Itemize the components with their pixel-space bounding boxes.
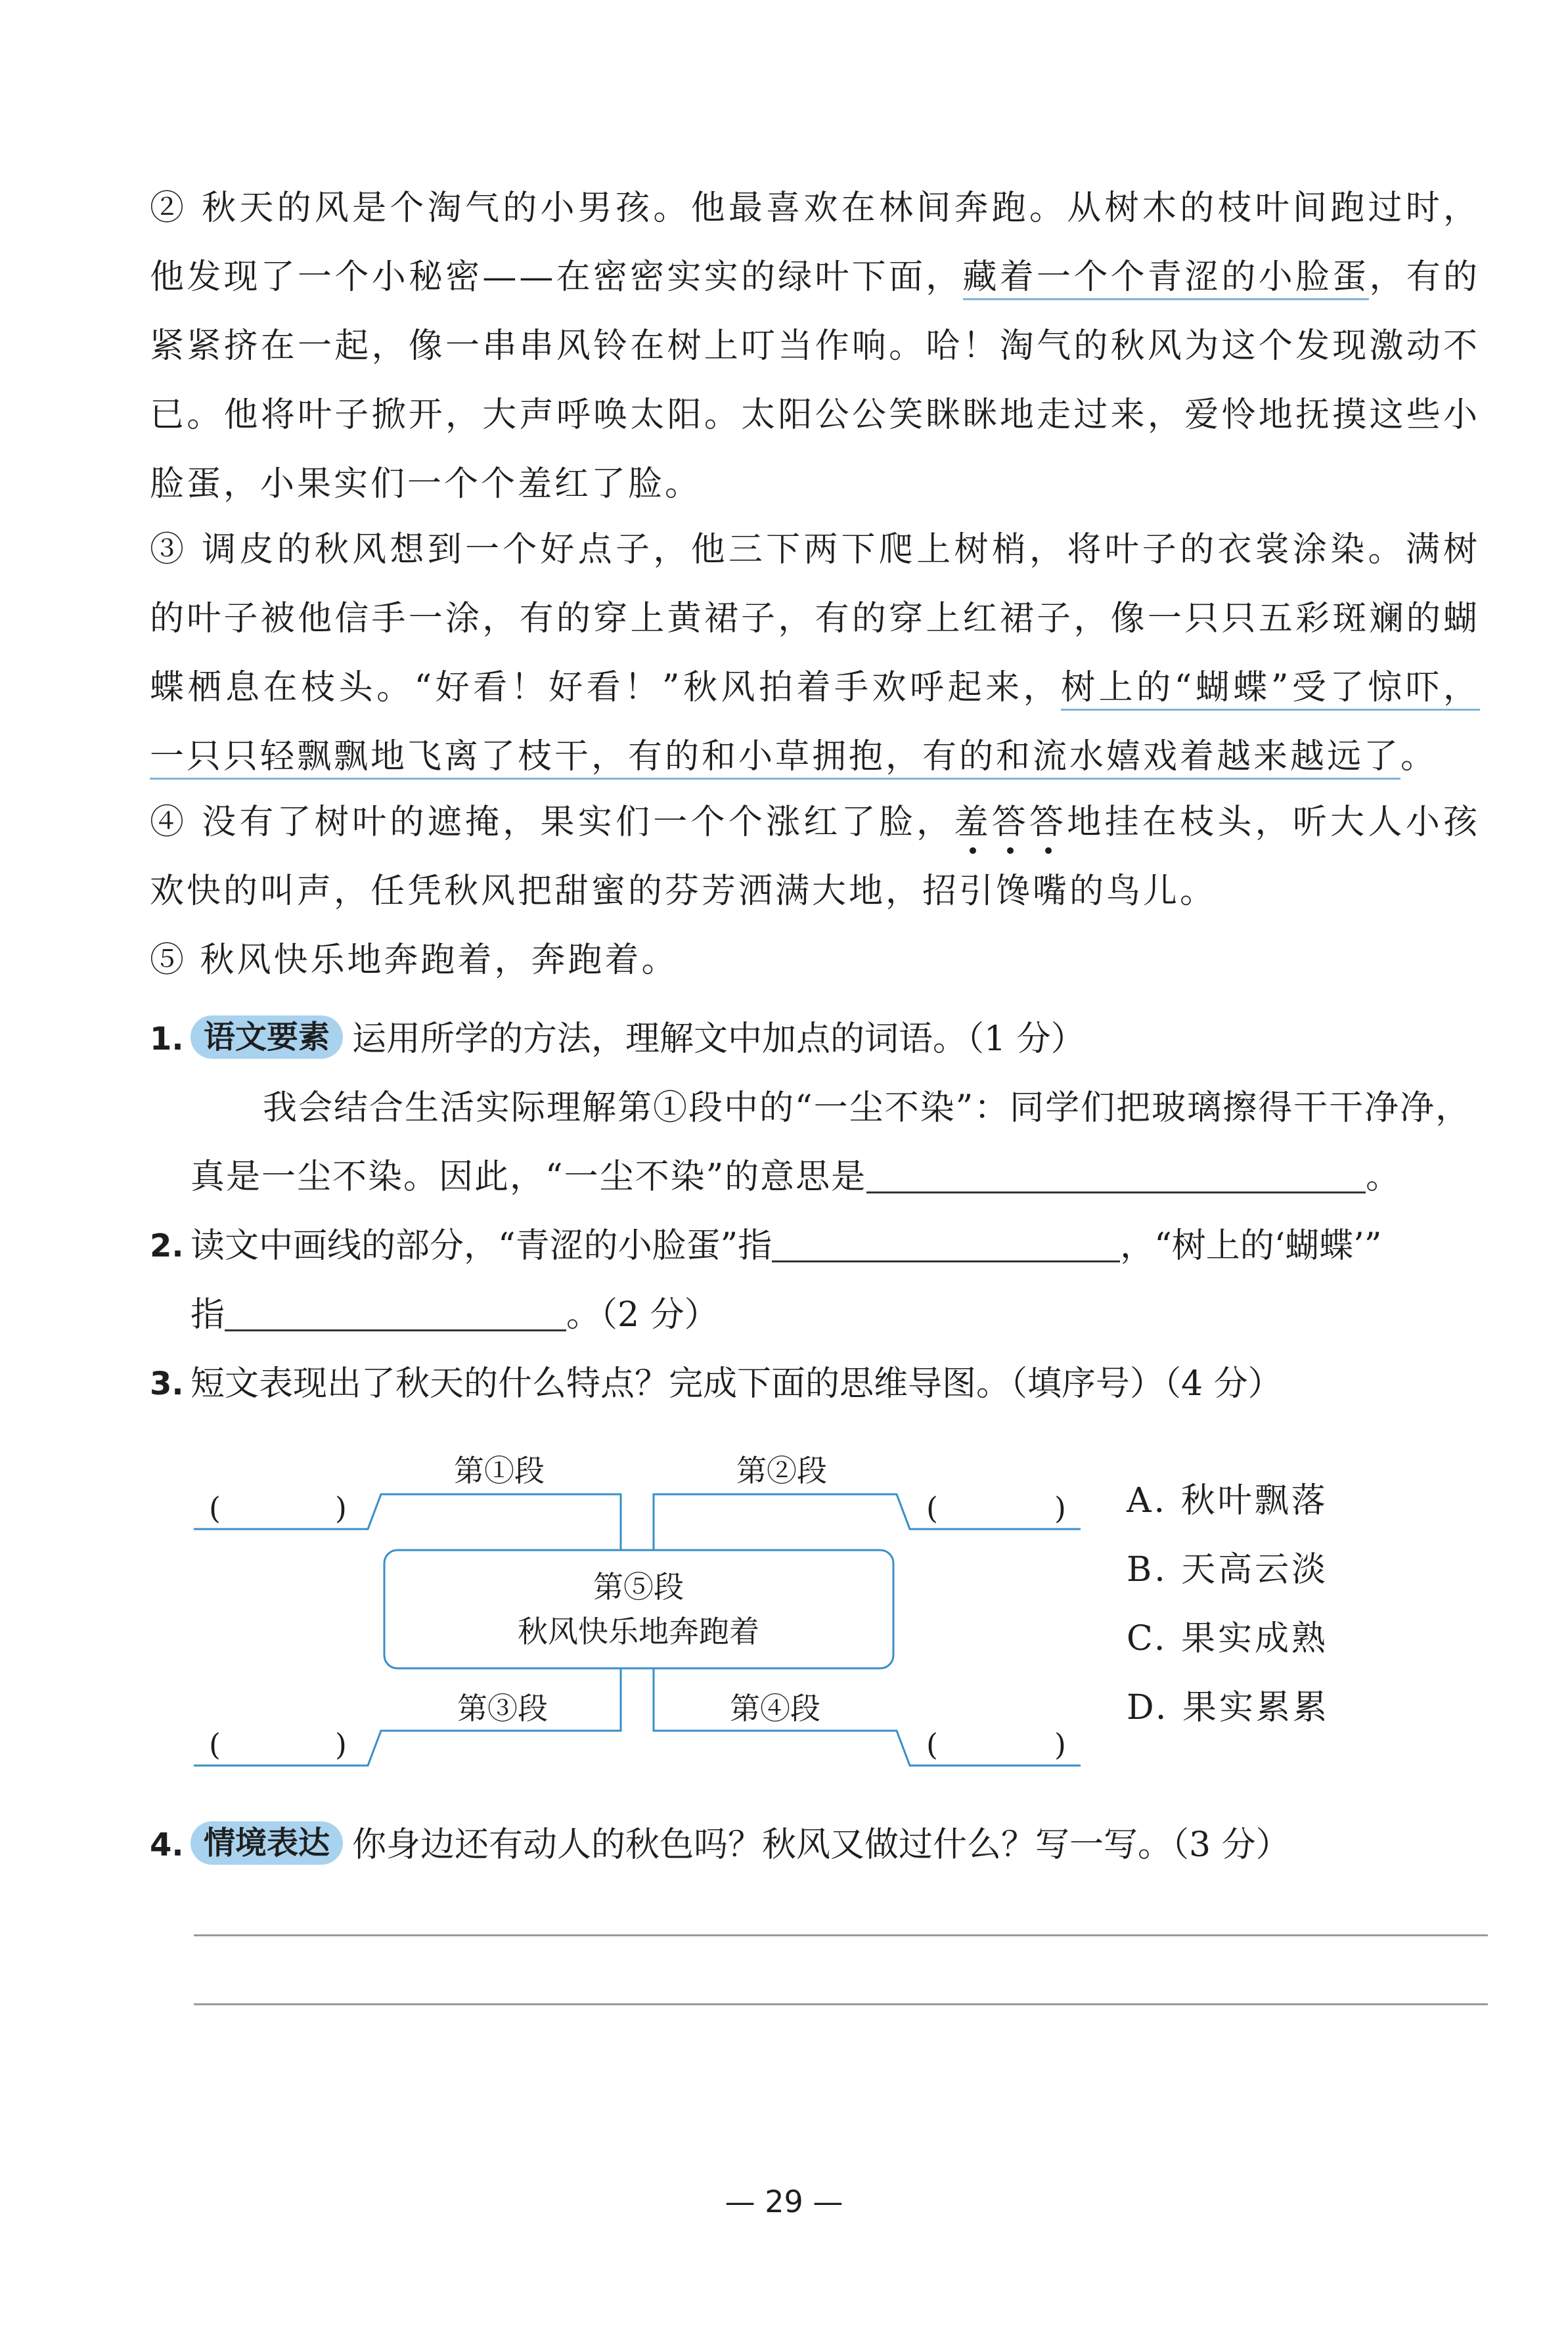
q2-text-d: 。（2 分） bbox=[566, 1295, 719, 1335]
q2-text-a: 读文中画线的部分，“青涩的小脸蛋”指 bbox=[190, 1226, 773, 1266]
q1-prompt: 我会结合生活实际理解第①段中的“一尘不染”：同学们把玻璃擦得干干净净，真是一尘不染。因此，“一尘不染”的意思是 bbox=[190, 1088, 1471, 1197]
p5-text: ⑤ 秋风快乐地奔跑着，奔跑着。 bbox=[150, 941, 679, 980]
center-box bbox=[384, 1550, 893, 1668]
branch-label-bottom-right: 第④段 bbox=[730, 1691, 820, 1726]
paren-open-br: ( bbox=[926, 1727, 938, 1762]
dotted-char-1: 羞 bbox=[954, 803, 992, 842]
p3-text-a: ③ 调皮的秋风想到一个好点子，他三下两下爬上树梢，将叶子的衣裳涂染。满树的叶子被他信手一涂，有的穿上黄裙子，有的穿上红裙子，像一只只五彩斑斓的蝴蝶栖息在枝头。“好看！好看！”秋风拍着手欢呼起来， bbox=[150, 530, 1480, 707]
p2-text-c: ，有的紧紧挤在一起，像一串串风铃在树上叮当作响。哈！淘气的秋风为这个发现激动不已。他将叶子掀开，大声呼唤太阳。太阳公公笑眯眯地走过来，爱怜地抚摸这些小脸蛋，小果实们一个个羞红了脸。 bbox=[150, 257, 1480, 504]
q1-text: 运用所学的方法，理解文中加点的词语。（1 分） bbox=[352, 1019, 1085, 1059]
branch-label-bottom-left: 第③段 bbox=[457, 1691, 548, 1726]
writing-line-1[interactable] bbox=[194, 1934, 1488, 1936]
p2-underlined-phrase: 藏着一个个青涩的小脸蛋 bbox=[963, 257, 1370, 300]
q1-end: 。 bbox=[1366, 1157, 1402, 1197]
q1-number: 1. bbox=[150, 1021, 184, 1057]
option-c: C. 果实成熟 bbox=[1127, 1619, 1328, 1658]
dotted-char-3: 答 bbox=[1029, 803, 1067, 842]
paren-close-br: ) bbox=[1054, 1727, 1066, 1762]
paren-open-tl: ( bbox=[209, 1490, 221, 1526]
q2-text-c: 指 bbox=[190, 1295, 225, 1335]
q2-number: 2. bbox=[150, 1228, 184, 1264]
branch-line-bottom-right bbox=[654, 1668, 1081, 1766]
branch-line-bottom-left bbox=[194, 1668, 621, 1766]
q4-tag: 情境表达 bbox=[190, 1821, 343, 1865]
option-d: D. 果实累累 bbox=[1127, 1688, 1330, 1727]
paren-close-tr: ) bbox=[1054, 1490, 1066, 1526]
paren-close-tl: ) bbox=[335, 1490, 347, 1526]
q1-tag: 语文要素 bbox=[190, 1015, 343, 1059]
p3-text-c: 。 bbox=[1400, 737, 1438, 776]
option-b: B. 天高云淡 bbox=[1127, 1550, 1329, 1590]
q2-text-b: ，“树上的‘蝴蝶’” bbox=[1120, 1226, 1382, 1266]
q4-number: 4. bbox=[150, 1827, 184, 1863]
paren-open-tr: ( bbox=[926, 1490, 938, 1526]
p3-underlined-phrase: 树上的“蝴蝶”受了惊吓，一只只轻飘飘地飞离了枝干，有的和小草拥抱，有的和流水嬉戏着越来越远了 bbox=[150, 668, 1480, 780]
question-4 bbox=[150, 1811, 1480, 1880]
branch-line-top-right bbox=[654, 1494, 1081, 1550]
branch-label-top-right: 第②段 bbox=[736, 1453, 827, 1488]
center-line-2: 秋风快乐地奔跑着 bbox=[518, 1614, 759, 1649]
p2-text-a: ② 秋天的风是个淘气的小男孩。他最喜欢在林间奔跑。从树木的枝叶间跑过时，他发现了一个小秘密——在密密实实的绿叶下面， bbox=[150, 189, 1480, 297]
q3-number: 3. bbox=[150, 1366, 184, 1402]
branch-line-top-left bbox=[194, 1494, 621, 1550]
option-a: A. 秋叶飘落 bbox=[1127, 1481, 1328, 1521]
paren-open-bl: ( bbox=[209, 1727, 221, 1762]
branch-label-top-left: 第①段 bbox=[454, 1453, 545, 1488]
q3-text: 短文表现出了秋天的什么特点？完成下面的思维导图。（填序号）（4 分） bbox=[190, 1364, 1282, 1404]
page-number: — 29 — bbox=[725, 2184, 843, 2219]
writing-line-2[interactable] bbox=[194, 2003, 1488, 2005]
q4-text: 你身边还有动人的秋色吗？秋风又做过什么？写一写。（3 分） bbox=[352, 1825, 1290, 1865]
center-line-1: 第⑤段 bbox=[593, 1569, 684, 1605]
dotted-char-2: 答 bbox=[991, 803, 1030, 842]
p4-text-a: ④ 没有了树叶的遮掩，果实们一个个涨红了脸， bbox=[150, 803, 954, 842]
paren-close-bl: ) bbox=[335, 1727, 347, 1762]
p4-text-e: 地挂在枝头，听大人小孩欢快的叫声，任凭秋风把甜蜜的芬芳洒满大地，招引馋嘴的鸟儿。 bbox=[150, 803, 1480, 911]
